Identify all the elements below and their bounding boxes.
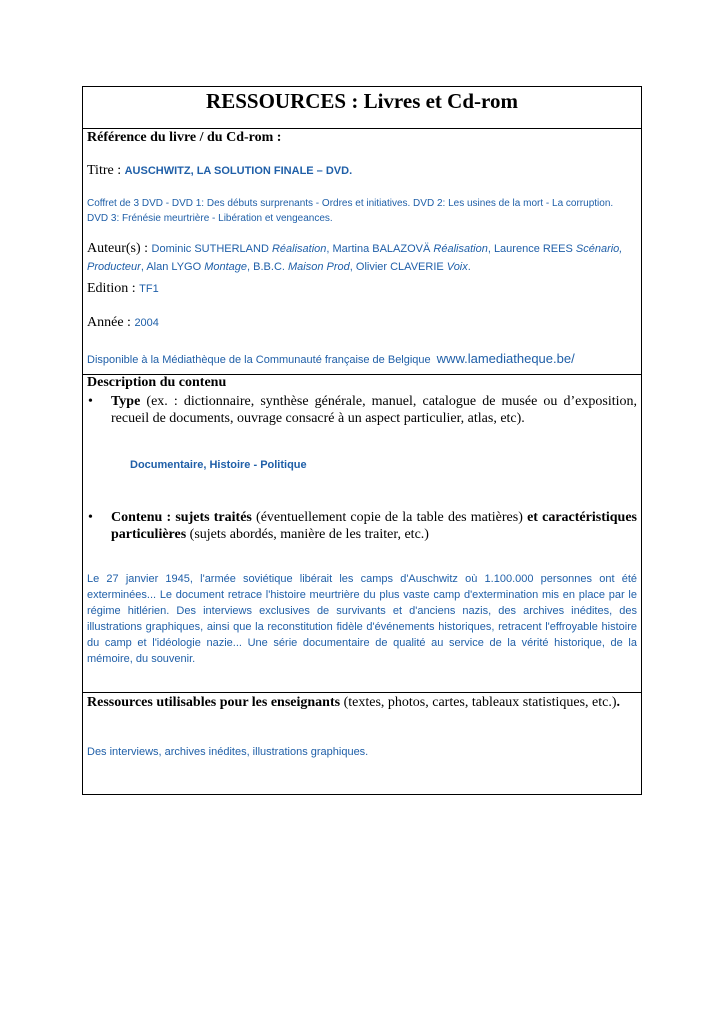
author-role: Montage bbox=[204, 261, 248, 273]
contenu-bold2: caractéristiques particulières bbox=[111, 510, 637, 542]
description-section bbox=[83, 374, 641, 692]
description-heading: Description du contenu bbox=[87, 375, 227, 390]
author-name: Olivier CLAVERIE bbox=[355, 261, 447, 273]
author-role: Maison Prod bbox=[288, 261, 350, 273]
auteurs-label: Auteur(s) : bbox=[87, 241, 152, 256]
edition-line bbox=[87, 279, 637, 297]
type-description: (ex. : dictionnaire, synthèse générale, manuel, catalogue de musée ou d’exposition, recueil de documents, ouvrage consacré à un aspect particulier, atlas, etc). bbox=[111, 394, 637, 426]
bullet-icon: • bbox=[88, 510, 93, 525]
author-separator: , bbox=[326, 243, 333, 255]
type-bullet bbox=[88, 393, 637, 427]
disponible-text: Disponible à la Médiathèque de la Communauté française de Belgique bbox=[87, 354, 431, 366]
resources-heading bbox=[87, 694, 637, 712]
author-role: Réalisation bbox=[271, 243, 327, 255]
contenu-et: et bbox=[527, 510, 538, 525]
auteurs-line bbox=[87, 240, 637, 276]
author-name: B.B.C. bbox=[253, 261, 288, 273]
contenu-label: Contenu : sujets traités bbox=[111, 510, 252, 525]
edition-label: Edition : bbox=[87, 281, 140, 296]
author-name: Martina BALAZOVÄ bbox=[332, 243, 434, 255]
reference-heading: Référence du livre / du Cd-rom : bbox=[87, 130, 282, 145]
contenu-tail: (sujets abordés, manière de les traiter, etc.) bbox=[186, 527, 429, 542]
resource-sheet bbox=[82, 86, 642, 795]
author-separator: , bbox=[349, 261, 356, 273]
annee-value: 2004 bbox=[134, 317, 159, 329]
author-separator: , bbox=[247, 261, 254, 273]
reference-section bbox=[83, 128, 641, 374]
author-separator: . bbox=[467, 261, 471, 273]
author-role: Réalisation bbox=[433, 243, 488, 255]
resources-heading-end: . bbox=[616, 695, 620, 710]
type-value: Documentaire, Histoire - Politique bbox=[130, 459, 307, 471]
resources-heading-rest: (textes, photos, cartes, tableaux statistiques, etc.) bbox=[340, 695, 617, 710]
annee-line bbox=[87, 313, 637, 331]
contenu-text: Le 27 janvier 1945, l'armée soviétique libérait les camps d'Auschwitz où 1.100.000 personnes ont été exterminées... Le document retrace l'histoire meurtrière du plus vaste camp d'extermination mis en place par le régime hitlérien. Des interviews exclusives de survivants et d'anciens nazis, des archives inédites, des illustrations graphiques, ainsi que la reconstitution fidèle d'événements historiques, retracent l'effroyable histoire du camp et l'idéologie nazie... Une série documentaire de qualité au service de la vérité historique, de la mémoire, du souvenir. bbox=[87, 573, 637, 665]
resources-section bbox=[83, 692, 641, 794]
author-role: Voix bbox=[446, 261, 468, 273]
author-separator: , bbox=[487, 243, 494, 255]
titre-label: Titre : bbox=[87, 163, 125, 178]
author-role: Scénario, Producteur bbox=[87, 243, 623, 273]
contenu-mid: (éventuellement copie de la table des matières) bbox=[251, 510, 528, 525]
resources-heading-bold: Ressources utilisables pour les enseignants bbox=[87, 695, 341, 710]
bullet-icon: • bbox=[88, 394, 93, 409]
resources-value: Des interviews, archives inédites, illustrations graphiques. bbox=[87, 746, 369, 758]
author-name: Laurence REES bbox=[493, 243, 576, 255]
title-cell bbox=[83, 87, 641, 128]
coffret-description: Coffret de 3 DVD - DVD 1: Des débuts surprenants - Ordres et initiatives. DVD 2: Les usines de la mort - La corruption. DVD 3: Frénésie meurtrière - Libération et vengeances. bbox=[87, 198, 614, 224]
annee-label: Année : bbox=[87, 315, 135, 330]
type-label: Type bbox=[111, 394, 141, 409]
contenu-bullet bbox=[88, 509, 637, 543]
edition-value: TF1 bbox=[139, 283, 159, 295]
titre-value: AUSCHWITZ, LA SOLUTION FINALE – DVD. bbox=[124, 165, 353, 177]
author-separator: , bbox=[140, 261, 147, 273]
mediatheque-link[interactable]: www.lamediatheque.be/ bbox=[436, 351, 575, 366]
author-name: Alan LYGO bbox=[146, 261, 205, 273]
author-name: Dominic SUTHERLAND bbox=[151, 243, 272, 255]
disponible-line bbox=[87, 351, 637, 366]
page-title: RESSOURCES : Livres et Cd-rom bbox=[206, 89, 518, 113]
titre-line bbox=[87, 163, 637, 179]
